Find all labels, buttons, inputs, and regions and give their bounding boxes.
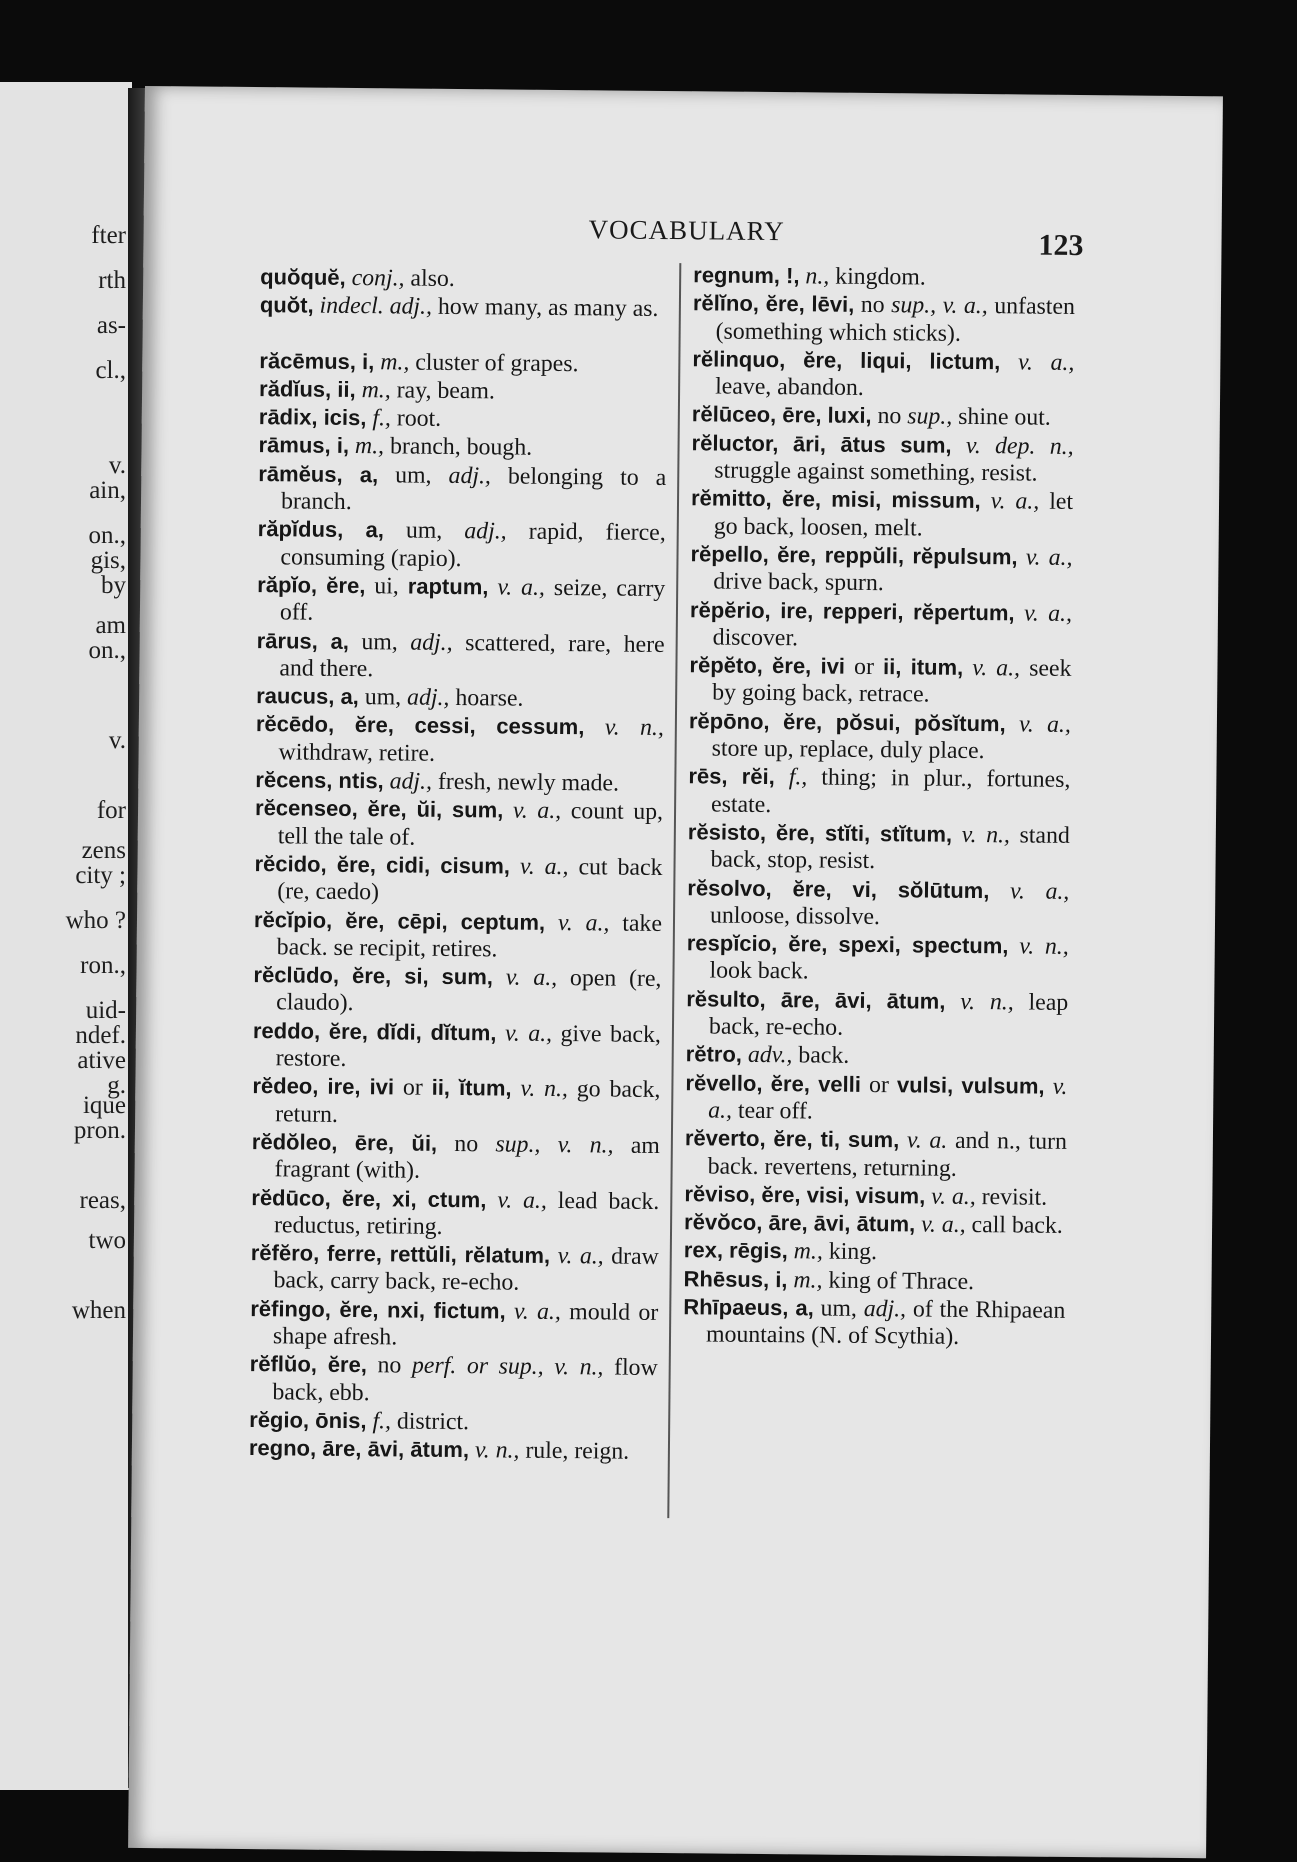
definition: unfasten (something which sticks). bbox=[715, 293, 1076, 347]
vocabulary-entry bbox=[255, 794, 664, 854]
headword: rĕviso, ĕre, visi, visum, bbox=[684, 1181, 926, 1209]
definition: branch, bough. bbox=[383, 433, 533, 462]
definition: struggle against something, resist. bbox=[714, 457, 1038, 487]
facing-page-fragment: as- bbox=[96, 312, 126, 339]
headword: rĕpĕrio, ire, repperi, rĕpertum, bbox=[689, 596, 1015, 625]
headword: rĕsolvo, ĕre, vi, sŏlūtum, bbox=[687, 874, 990, 903]
grammar-note: v. a., bbox=[931, 1183, 976, 1210]
definition: go back, return. bbox=[275, 1076, 661, 1128]
grammar-note: v. a., bbox=[519, 853, 569, 881]
facing-page-fragment: who ? bbox=[65, 907, 126, 934]
grammar-note: v. a., bbox=[488, 574, 546, 601]
vocabulary-entry bbox=[252, 1072, 661, 1132]
headword-extra: raptum, bbox=[407, 573, 489, 600]
connector: or bbox=[844, 653, 884, 681]
definition: also. bbox=[404, 265, 455, 292]
vocabulary-column-right bbox=[683, 261, 1075, 1352]
definition: revisit. bbox=[975, 1183, 1048, 1211]
grammar-note: m., bbox=[793, 1238, 823, 1265]
vocabulary-entry bbox=[688, 763, 1071, 822]
grammar-note: v. a., bbox=[1023, 600, 1073, 627]
grammar-note: adj., bbox=[448, 462, 492, 490]
definition: root. bbox=[390, 405, 442, 433]
vocabulary-entry bbox=[683, 1293, 1066, 1352]
vocabulary-entry bbox=[258, 460, 667, 520]
grammar-note: n., bbox=[805, 263, 830, 290]
definition: kingdom. bbox=[829, 263, 926, 291]
vocabulary-entry bbox=[250, 1295, 659, 1355]
definition: stand back, stop, resist. bbox=[710, 822, 1070, 875]
definition: call back. bbox=[965, 1212, 1063, 1239]
headword: rĕlūceo, ēre, luxi, bbox=[691, 401, 872, 429]
connector bbox=[486, 1187, 497, 1213]
headword-extra: ii, itum, bbox=[882, 654, 964, 681]
definition: king. bbox=[822, 1238, 878, 1266]
definition: cut back (re, caedo) bbox=[277, 854, 663, 906]
headword: rĕcēdo, ĕre, cessi, cessum, bbox=[255, 711, 585, 740]
grammar-note: adj., bbox=[863, 1295, 907, 1323]
facing-page-fragment: reas, bbox=[79, 1187, 126, 1214]
headword: rĕsisto, ĕre, stĭti, stĭtum, bbox=[687, 819, 953, 847]
definition: seize, carry off. bbox=[279, 574, 666, 626]
vocabulary-entry bbox=[254, 906, 663, 966]
vocabulary-entry bbox=[256, 682, 664, 714]
grammar-note: adj., bbox=[406, 684, 450, 712]
headword: rĕcĭpio, ĕre, cēpi, ceptum, bbox=[253, 906, 546, 935]
grammar-note: v. n., bbox=[474, 1437, 520, 1464]
facing-page-fragment: on., bbox=[88, 637, 126, 664]
vocabulary-entry bbox=[253, 961, 662, 1021]
connector bbox=[545, 909, 558, 935]
facing-page-fragment: when bbox=[71, 1297, 126, 1324]
definition: draw back, carry back, re-echo. bbox=[273, 1243, 659, 1297]
grammar-note: adj., bbox=[410, 629, 453, 656]
facing-page-fragment: v. bbox=[108, 452, 126, 479]
definition: open (re, claudo). bbox=[276, 965, 662, 1017]
grammar-note: f., bbox=[788, 764, 808, 791]
grammar-note: v. a., bbox=[1017, 349, 1075, 376]
grammar-note: v. a., bbox=[1025, 544, 1073, 571]
definition: rapid, fierce, consuming (rapio). bbox=[280, 518, 666, 572]
connector bbox=[584, 715, 605, 741]
headword: rēs, rĕi, bbox=[688, 763, 775, 790]
definition: give back, restore. bbox=[275, 1020, 662, 1072]
vocabulary-entry bbox=[685, 1124, 1068, 1183]
headword: rĕclūdo, ĕre, si, sum, bbox=[253, 962, 494, 990]
connector bbox=[1000, 349, 1018, 375]
facing-page-fragment: city ; bbox=[75, 862, 126, 889]
connector bbox=[952, 822, 962, 848]
column-divider bbox=[667, 263, 681, 1518]
connector bbox=[493, 965, 506, 991]
grammar-note: v. dep. n., bbox=[965, 432, 1074, 460]
headword: rārus, a, bbox=[256, 627, 350, 654]
headword: rĕdŏleo, ēre, ŭi, bbox=[251, 1128, 438, 1156]
headword: rĕsulto, āre, āvi, ātum, bbox=[686, 985, 946, 1014]
definition: leap back, re-echo. bbox=[708, 989, 1069, 1041]
vocabulary-entry bbox=[249, 1434, 657, 1466]
headword: răpĭdus, a, bbox=[257, 516, 385, 543]
headword: rĕfĕro, ferre, rettŭli, rĕlatum, bbox=[250, 1240, 551, 1269]
headword: rāmus, i, bbox=[258, 432, 350, 459]
headword: rĕlinquo, ĕre, liqui, lictum, bbox=[692, 346, 1001, 375]
vocabulary-entry bbox=[684, 1180, 1066, 1212]
definition: thing; in plur., fortunes, estate. bbox=[711, 764, 1071, 818]
facing-page-fragment: ndef. bbox=[75, 1022, 126, 1049]
headword: rāmĕus, a, bbox=[258, 460, 379, 488]
grammar-note: v. n., bbox=[604, 714, 664, 742]
facing-page-fragment: ron., bbox=[80, 952, 126, 979]
grammar-note: v. a., bbox=[557, 909, 610, 937]
vocabulary-entry bbox=[251, 1128, 660, 1188]
facing-page-fragment: ative bbox=[77, 1047, 126, 1074]
vocabulary-entry bbox=[259, 347, 667, 379]
definition: flow back, ebb. bbox=[272, 1354, 658, 1406]
definition: tear off. bbox=[731, 1097, 813, 1125]
grammar-note: sup., v. n., bbox=[495, 1131, 614, 1159]
facing-page-fragment: for bbox=[96, 797, 126, 824]
definition: take back. se recipit, retires. bbox=[276, 910, 663, 963]
definition: king of Thrace. bbox=[822, 1267, 975, 1295]
running-header: VOCABULARY bbox=[588, 214, 785, 247]
definition: and n., turn back. revertens, returning. bbox=[707, 1127, 1068, 1182]
headword: răpĭo, ĕre, bbox=[257, 572, 366, 599]
grammar-note: v. a., bbox=[963, 655, 1021, 682]
facing-page-fragment: gis, bbox=[90, 547, 126, 574]
connector bbox=[503, 798, 513, 824]
grammar-note: perf. or sup., v. n., bbox=[411, 1352, 604, 1381]
definition: count up, tell the tale of. bbox=[277, 798, 664, 851]
vocabulary-entry bbox=[687, 874, 1070, 933]
grammar-note: m., bbox=[380, 348, 410, 376]
definition: fresh, newly made. bbox=[431, 768, 620, 797]
vocabulary-entry bbox=[687, 818, 1070, 877]
definition: rule, reign. bbox=[519, 1437, 630, 1465]
definition: look back. bbox=[709, 957, 809, 985]
definition: unloose, dissolve. bbox=[709, 902, 881, 930]
facing-page-fragment: cl., bbox=[95, 357, 126, 384]
headword: quŏt, bbox=[259, 292, 314, 318]
definition: belonging to a branch. bbox=[280, 463, 667, 516]
definition: seek by going back, retrace. bbox=[712, 655, 1072, 709]
vocabulary-entry bbox=[259, 375, 667, 407]
facing-page-fragment: ique bbox=[82, 1092, 126, 1119]
headword: rĕverto, ĕre, ti, sum, bbox=[684, 1125, 900, 1153]
headword: răcēmus, i, bbox=[259, 347, 375, 374]
connector bbox=[1014, 600, 1024, 626]
grammar-note: v. a., bbox=[497, 1186, 548, 1214]
headword: regnum, !, bbox=[693, 262, 800, 289]
headword: rĕfingo, ĕre, nxi, fictum, bbox=[250, 1295, 506, 1324]
grammar-note: adj., bbox=[389, 768, 433, 795]
headword: Rhēsus, i, bbox=[683, 1265, 788, 1292]
vocabulary-entry bbox=[689, 651, 1072, 710]
headword: rex, rēgis, bbox=[683, 1237, 788, 1264]
grammar-note: sup., v. a., bbox=[891, 292, 988, 320]
headword: rĕcens, ntis, bbox=[255, 767, 384, 794]
definition: lead back. reductus, retiring. bbox=[273, 1187, 660, 1240]
facing-page-fragment: on., bbox=[88, 522, 126, 549]
definition: shine out. bbox=[952, 404, 1051, 432]
vocabulary-entry bbox=[260, 291, 668, 323]
grammar-note: v. n., bbox=[1019, 933, 1069, 961]
definition: am fragrant (with). bbox=[274, 1132, 660, 1184]
grammar-note: v. n., bbox=[961, 821, 1011, 849]
headword: rĕluctor, āri, ātus sum, bbox=[691, 430, 952, 458]
headword-extra: vulsi, vulsum, bbox=[896, 1071, 1045, 1099]
facing-page-fragment: ain, bbox=[89, 477, 126, 504]
grammar-note: v. a., bbox=[990, 488, 1040, 515]
headword: rĕmitto, ĕre, misi, missum, bbox=[690, 485, 981, 514]
definition: discover. bbox=[712, 624, 799, 652]
connector: no bbox=[436, 1130, 496, 1158]
connector: um, bbox=[813, 1295, 864, 1322]
vocabulary-entry bbox=[684, 1208, 1066, 1240]
grammar-note: v. a., bbox=[504, 1020, 553, 1047]
grammar-note: v. n., bbox=[960, 988, 1014, 1016]
grammar-note: f., bbox=[372, 1408, 392, 1435]
headword-extra: ii, ĭtum, bbox=[431, 1075, 512, 1101]
definition: of the Rhipaean mountains (N. of Scythia). bbox=[705, 1296, 1066, 1351]
grammar-note: v. a., bbox=[505, 964, 558, 992]
vocabulary-entry bbox=[249, 1350, 658, 1410]
facing-page-fragment: by bbox=[101, 572, 126, 599]
vocabulary-entry bbox=[690, 596, 1073, 655]
vocabulary-entry bbox=[249, 1406, 657, 1438]
grammar-note: v. a., bbox=[557, 1243, 604, 1270]
vocabulary-entry bbox=[684, 1237, 1066, 1269]
grammar-note: v. a., bbox=[513, 1298, 562, 1325]
definition: back. bbox=[792, 1042, 850, 1070]
facing-page-fragment: fter bbox=[91, 222, 126, 249]
connector: ui, bbox=[365, 573, 408, 600]
connector bbox=[506, 1298, 515, 1324]
headword: quŏquĕ, bbox=[260, 264, 346, 290]
definition: how many, as many as. bbox=[431, 294, 659, 323]
connector: um, bbox=[348, 628, 411, 656]
vocabulary-entry bbox=[253, 1017, 662, 1077]
definition: hoarse. bbox=[449, 685, 524, 712]
vocabulary-entry bbox=[683, 1265, 1065, 1297]
grammar-note: v. n., bbox=[511, 1075, 569, 1103]
definition: mould or shape afresh. bbox=[272, 1298, 659, 1351]
headword: reddo, ĕre, dĭdi, dĭtum, bbox=[252, 1017, 497, 1046]
connector bbox=[496, 1020, 505, 1046]
headword: rĕcenseo, ĕre, ŭi, sum, bbox=[254, 795, 504, 823]
headword: rĕflŭo, ĕre, bbox=[249, 1351, 368, 1378]
grammar-note: sup., bbox=[907, 403, 953, 431]
definition: ray, beam. bbox=[390, 377, 496, 405]
vocabulary-entry bbox=[689, 707, 1072, 766]
facing-page-fragment: g. bbox=[107, 1072, 126, 1099]
connector: no bbox=[871, 403, 908, 430]
headword: raucus, a, bbox=[256, 683, 359, 710]
headword: Rhīpaeus, a, bbox=[683, 1294, 814, 1321]
headword: respĭcio, ĕre, spexi, spectum, bbox=[686, 930, 1009, 959]
grammar-note: m., bbox=[793, 1266, 823, 1294]
grammar-note: f., bbox=[372, 405, 392, 432]
headword: rĕlĭno, ĕre, lēvi, bbox=[692, 290, 855, 318]
vocabulary-entry bbox=[255, 711, 664, 771]
headword: rĕpĕto, ĕre, ivi bbox=[689, 652, 846, 679]
facing-page-fragment: zens bbox=[81, 837, 126, 864]
connector: um, bbox=[383, 517, 465, 545]
headword: rădĭus, ii, bbox=[258, 376, 356, 402]
vocabulary-entry bbox=[693, 261, 1075, 293]
grammar-note: conj., bbox=[351, 264, 405, 292]
connector: um, bbox=[358, 684, 408, 711]
headword: rĕtro, bbox=[685, 1041, 743, 1068]
vocabulary-entry bbox=[260, 263, 668, 295]
facing-page-fragment: am bbox=[95, 612, 126, 639]
headword: rĕgio, ōnis, bbox=[249, 1406, 367, 1434]
headword: rĕvello, ĕre, velli bbox=[685, 1069, 862, 1097]
grammar-note: v. a., bbox=[921, 1211, 966, 1239]
connector bbox=[989, 878, 1010, 904]
connector: um, bbox=[378, 462, 449, 489]
vocabulary-entry bbox=[685, 1069, 1068, 1128]
facing-page-fragment: uid- bbox=[85, 997, 126, 1024]
vocabulary-entry bbox=[257, 515, 666, 575]
vocabulary-entry bbox=[251, 1184, 660, 1244]
grammar-note: adv., bbox=[747, 1042, 793, 1069]
grammar-note: v. a., bbox=[1018, 711, 1072, 738]
grammar-note: indecl. adj., bbox=[319, 292, 433, 321]
page bbox=[128, 86, 1223, 1858]
vocabulary-entry bbox=[257, 571, 666, 631]
connector: no bbox=[366, 1352, 413, 1379]
vocabulary-entry bbox=[692, 401, 1074, 433]
headword: rādix, icis, bbox=[258, 404, 367, 431]
vocabulary-entry bbox=[691, 429, 1074, 488]
definition: cluster of grapes. bbox=[409, 349, 579, 377]
vocabulary-entry bbox=[256, 627, 665, 687]
headword: rĕdeo, ire, ivi bbox=[252, 1073, 395, 1100]
vocabulary-entry bbox=[693, 290, 1076, 349]
grammar-note: v. a., bbox=[708, 1073, 1068, 1124]
grammar-note: adj., bbox=[464, 518, 507, 545]
headword: rĕdūco, ĕre, xi, ctum, bbox=[251, 1184, 487, 1212]
facing-page bbox=[0, 82, 132, 1790]
connector bbox=[945, 988, 960, 1014]
definition: leave, abandon. bbox=[715, 373, 864, 402]
definition: district. bbox=[390, 1408, 470, 1436]
entry-gap bbox=[260, 320, 668, 351]
connector: or bbox=[393, 1074, 432, 1102]
connector bbox=[1006, 711, 1020, 737]
facing-page-fragment: v. bbox=[108, 727, 126, 754]
vocabulary-entry bbox=[255, 766, 663, 798]
connector bbox=[1008, 933, 1019, 959]
connector bbox=[775, 764, 789, 790]
definition: scattered, rare, here and there. bbox=[279, 629, 665, 683]
page-number: 123 bbox=[1038, 228, 1084, 263]
vocabulary-entry bbox=[686, 929, 1069, 988]
facing-page-fragment: pron. bbox=[73, 1117, 126, 1144]
grammar-note: v. a., bbox=[512, 797, 562, 825]
headword: rĕcido, ĕre, cidi, cisum, bbox=[254, 851, 511, 879]
vocabulary-column-left bbox=[249, 263, 668, 1466]
grammar-note: m., bbox=[354, 433, 385, 460]
vocabulary-entry bbox=[250, 1239, 659, 1299]
connector: no bbox=[854, 292, 892, 319]
grammar-note: v. a. bbox=[906, 1127, 948, 1154]
connector bbox=[981, 488, 991, 514]
definition: let go back, loosen, melt. bbox=[713, 488, 1074, 542]
grammar-note: v. a., bbox=[1009, 877, 1070, 905]
facing-page-fragment: two bbox=[88, 1227, 126, 1254]
headword: rĕvŏco, āre, āvi, ātum, bbox=[684, 1209, 916, 1237]
connector: or bbox=[860, 1071, 898, 1098]
definition: withdraw, retire. bbox=[278, 739, 436, 767]
vocabulary-entry bbox=[258, 432, 666, 464]
headword: regno, āre, āvi, ātum, bbox=[248, 1435, 470, 1463]
vocabulary-entry bbox=[254, 850, 663, 910]
definition: drive back, spurn. bbox=[713, 568, 884, 597]
connector bbox=[951, 433, 966, 459]
headword: rĕpello, ĕre, reppŭli, rĕpulsum, bbox=[690, 541, 1018, 570]
vocabulary-entry bbox=[690, 540, 1073, 599]
headword: rĕpōno, ĕre, pŏsui, pŏsĭtum, bbox=[688, 708, 1006, 737]
grammar-note: m., bbox=[361, 376, 391, 404]
vocabulary-entry bbox=[259, 403, 667, 435]
vocabulary-entry bbox=[686, 1041, 1068, 1073]
vocabulary-entry bbox=[692, 345, 1075, 404]
definition: store up, replace, duly place. bbox=[711, 735, 985, 765]
vocabulary-entry bbox=[686, 985, 1069, 1044]
facing-page-fragment: rth bbox=[98, 267, 126, 294]
vocabulary-entry bbox=[691, 485, 1074, 544]
